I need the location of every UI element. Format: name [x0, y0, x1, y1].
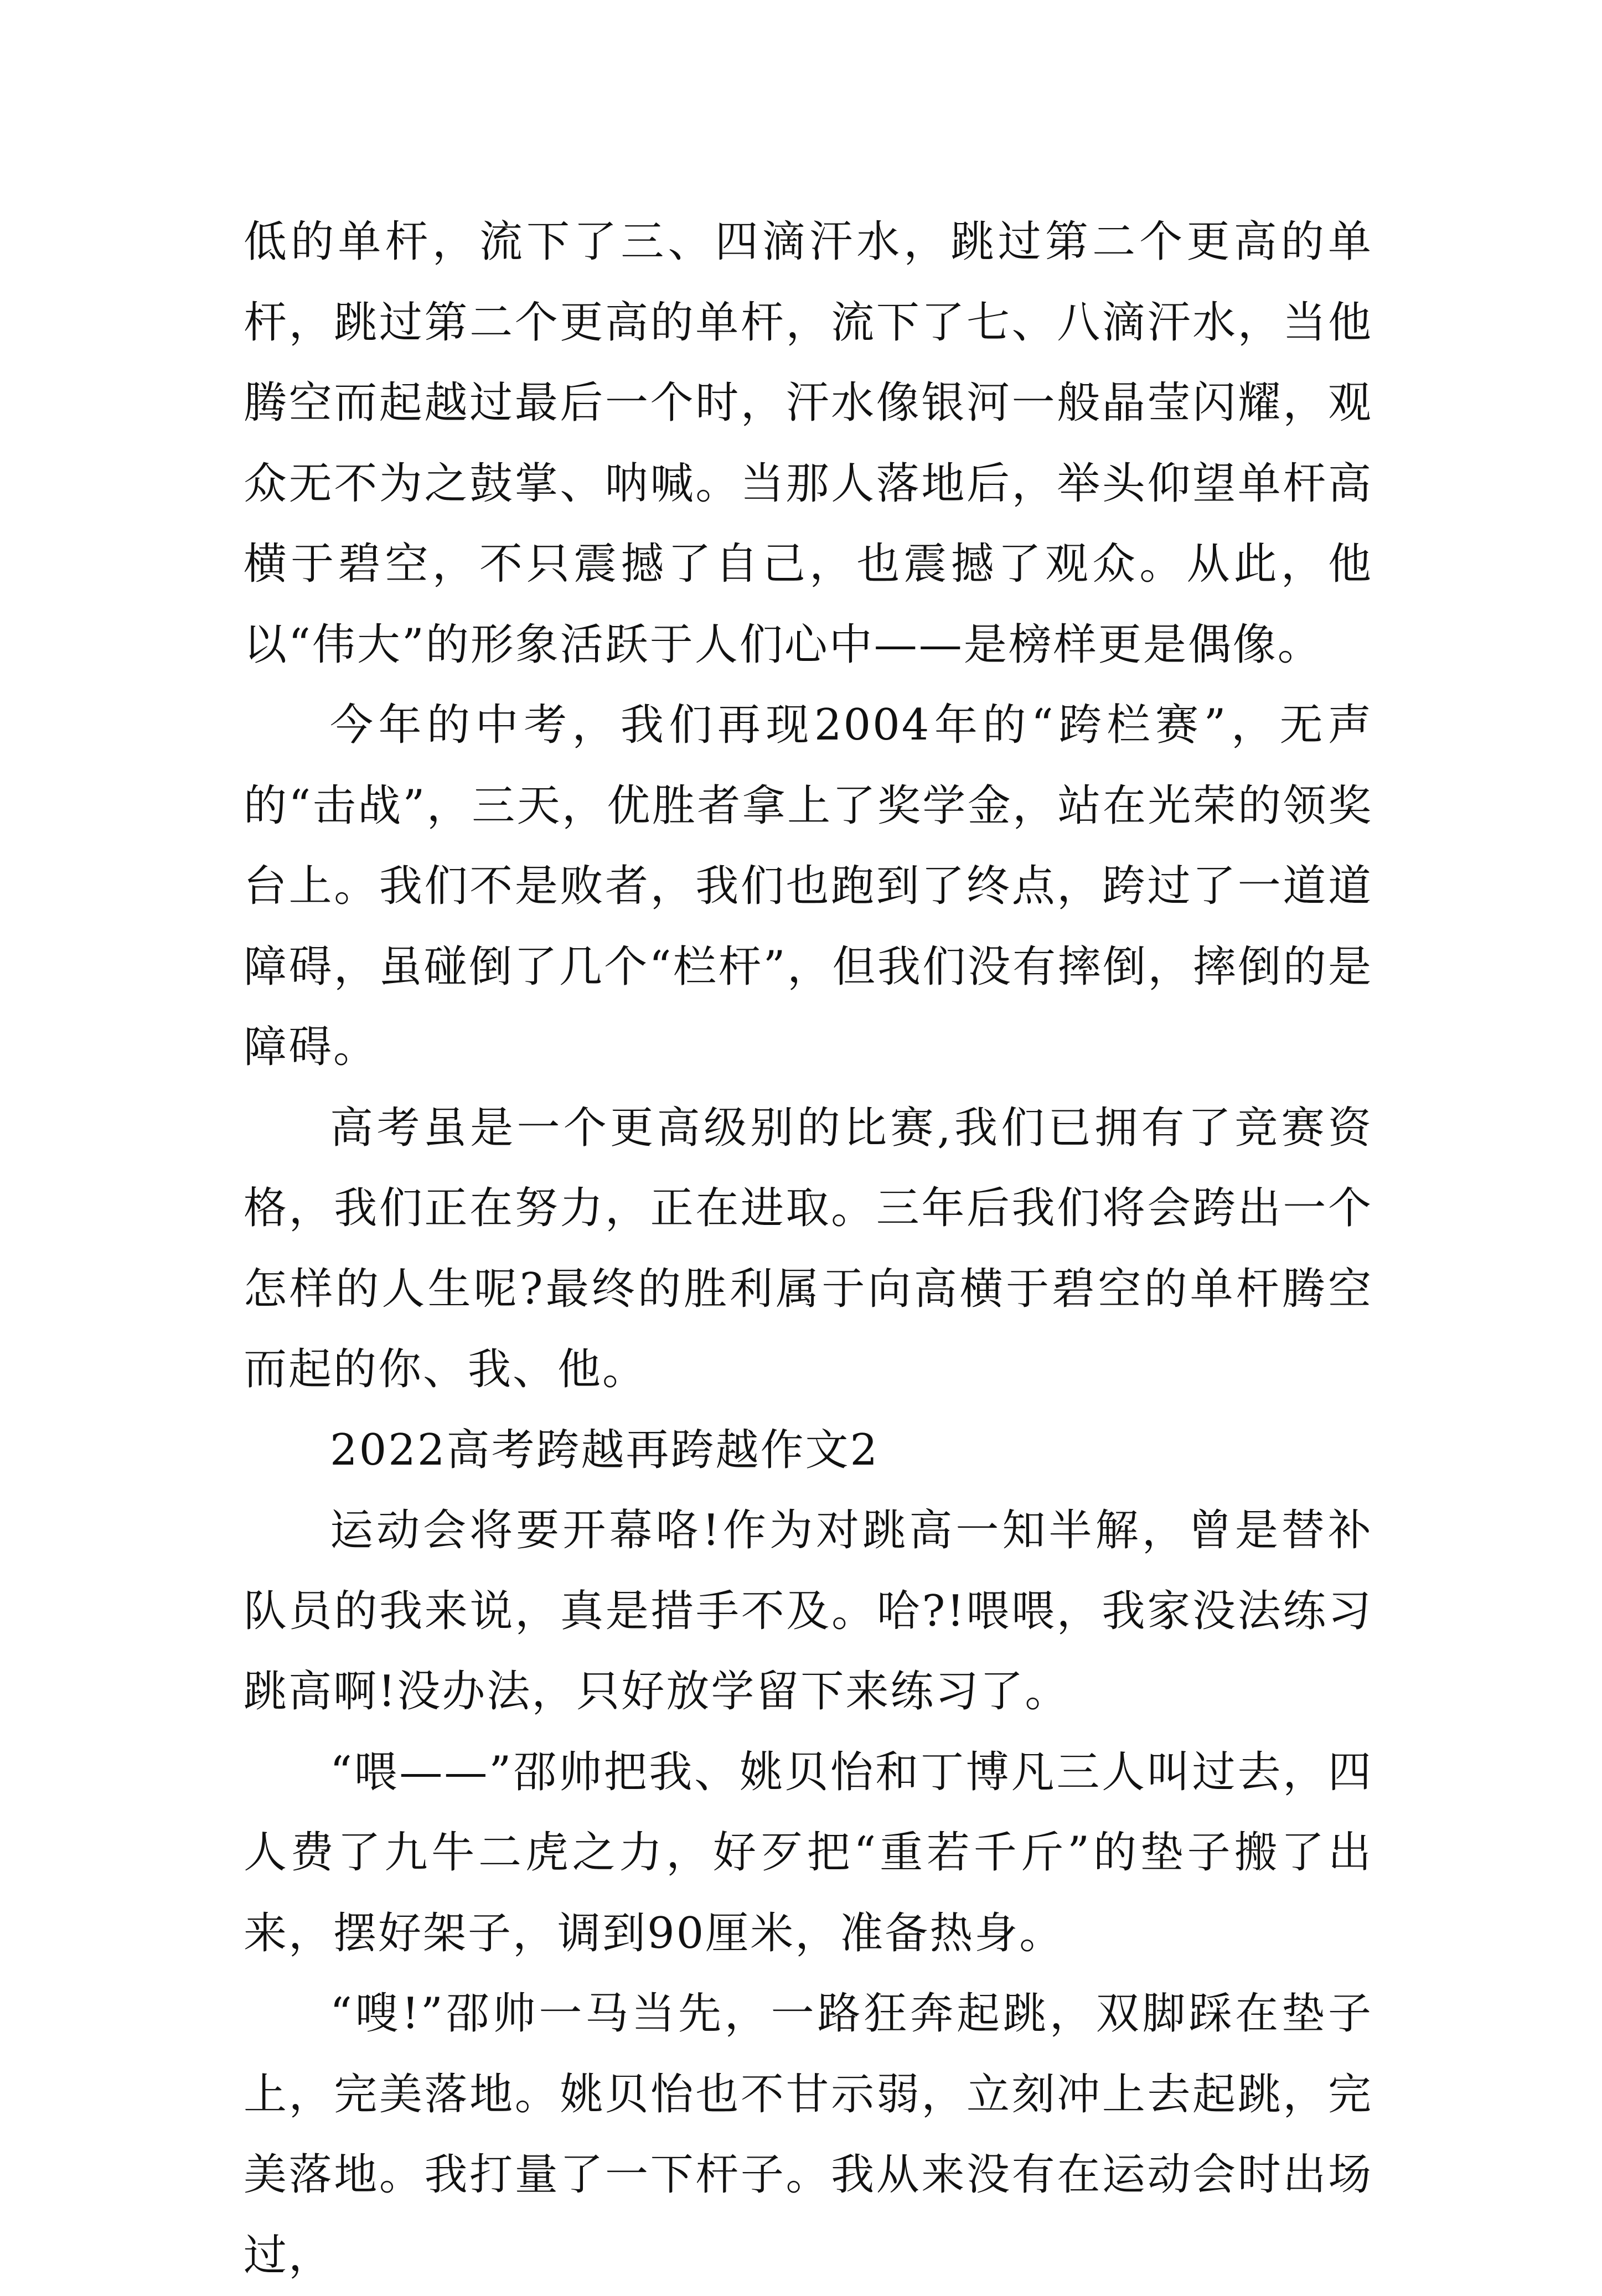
paragraph-mat-setup: “喂——”邵帅把我、姚贝怡和丁博凡三人叫过去，四人费了九牛二虎之力，好歹把“重若千斤”的垫子搬了出来，摆好架子，调到90厘米，准备热身。 [244, 1747, 1373, 1958]
paragraph-sports-meet: 运动会将要开幕咯!作为对跳高一知半解，曾是替补队员的我来说，真是措手不及。哈?!喂喂，我家没法练习跳高啊!没办法，只好放学留下来练习了。 [244, 1506, 1373, 1716]
document-body [244, 202, 1373, 2296]
paragraph-jump-practice: “嗖!”邵帅一马当先，一路狂奔起跳，双脚踩在垫子上，完美落地。姚贝怡也不甘示弱，立刻冲上去起跳，完美落地。我打量了一下杆子。我从来没有在运动会时出场过， [244, 1989, 1373, 2281]
paragraph-middle-school-exam: 今年的中考，我们再现2004年的“跨栏赛”，无声的“击战”，三天，优胜者拿上了奖学金，站在光荣的领奖台上。我们不是败者，我们也跑到了终点，跨过了一道道障碍，虽碰倒了几个“栏杆”，但我们没有摔倒，摔倒的是障碍。 [244, 700, 1373, 1072]
paragraph-college-exam: 高考虽是一个更高级别的比赛,我们已拥有了竞赛资格，我们正在努力，正在进取。三年后我们将会跨出一个怎样的人生呢?最终的胜利属于向高横于碧空的单杆腾空而起的你、我、他。 [244, 1103, 1373, 1394]
paragraph-continued: 低的单杆，流下了三、四滴汗水，跳过第二个更高的单杆，跳过第二个更高的单杆，流下了七、八滴汗水，当他腾空而起越过最后一个时，汗水像银河一般晶莹闪耀，观众无不为之鼓掌、呐喊。当那人落地后，举头仰望单杆高横于碧空，不只震撼了自己，也震撼了观众。从此，他以“伟大”的形象活跃于人们心中——是榜样更是偶像。 [244, 217, 1373, 670]
essay-title: 2022高考跨越再跨越作文2 [330, 1425, 880, 1475]
